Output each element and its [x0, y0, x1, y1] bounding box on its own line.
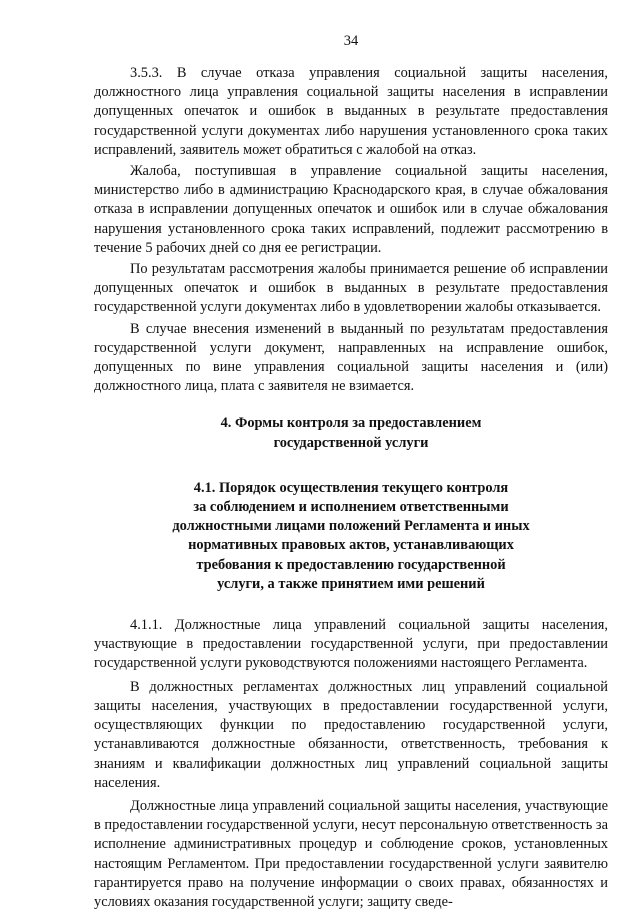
- page-number: 34: [343, 33, 359, 49]
- paragraph-job-regulations: В должностных регламентах должностных лиц управлений социальной защиты населения, участвующих в предоставлении государственной услуги, осуществляющих функции по предоставлению государственной услуги, устанавливаются должностные обязанности, ответственность, требования к знаниям и квалификации должностных лиц управлений социальной защиты населения.: [94, 678, 608, 791]
- subsection-heading-line: за соблюдением и исполнением ответственными: [193, 499, 509, 516]
- subsection-heading-line: должностными лицами положений Регламента и иных: [172, 518, 530, 535]
- section-heading-line: 4. Формы контроля за предоставлением: [220, 415, 482, 432]
- paragraph-complaint-review: Жалоба, поступившая в управление социальной защиты населения, министерство либо в администрацию Краснодарского края, в случае обжалования отказа в исправлении допущенных опечаток и ошибок или в случае обжалования нарушения установленного срока таких исправлений, подлежит рассмотрению в течение 5 рабочих дней со дня ее регистрации.: [94, 163, 608, 256]
- paragraph-4-1-1: 4.1.1. Должностные лица управлений социальной защиты населения, участвующие в предоставлении государственной услуги, при предоставлении государственной услуги руководствуются положениями настоящего Регламента.: [94, 617, 608, 672]
- subsection-heading-line: 4.1. Порядок осуществления текущего контроля: [193, 479, 509, 496]
- subsection-heading-4-1: [94, 479, 608, 594]
- subsection-heading-line: требования к предоставлению государственной: [196, 556, 506, 573]
- document-body: [94, 64, 608, 912]
- section-heading-line: государственной услуги: [273, 434, 429, 451]
- subsection-heading-line: нормативных правовых актов, устанавливающих: [188, 537, 514, 554]
- subsection-heading-line: услуги, а также принятием ими решений: [217, 575, 485, 592]
- paragraph-3-5-3: 3.5.3. В случае отказа управления социальной защиты населения, должностного лица управления социальной защиты населения в исправлении допущенных опечаток и ошибок в выданных в результате предоставления государственной услуги документах либо нарушения установленного срока таких исправлений, заявитель может обратиться с жалобой на отказ.: [94, 65, 608, 158]
- section-heading-4: [94, 414, 608, 452]
- paragraph-personal-responsibility: Должностные лица управлений социальной защиты населения, участвующие в предоставлении государственной услуги, несут персональную ответственность за исполнение административных процедур и соблюдение сроков, установленных настоящим Регламентом. При предоставлении государственной услуги заявителю гарантируется право на получение информации о своих правах, обязанностях и условиях оказания государственной услуги; защиту сведе-: [94, 797, 608, 910]
- paragraph-no-fee: В случае внесения изменений в выданный по результатам предоставления государственной услуги документ, направленных на исправление ошибок, допущенных по вине управления социальной защиты населения и (или) должностного лица, плата с заявителя не взимается.: [94, 320, 608, 395]
- paragraph-complaint-decision: По результатам рассмотрения жалобы принимается решение об исправлении допущенных опечаток и ошибок в выданных в результате предоставления государственной услуги документах либо в удовлетворении жалобы отказывается.: [94, 261, 608, 316]
